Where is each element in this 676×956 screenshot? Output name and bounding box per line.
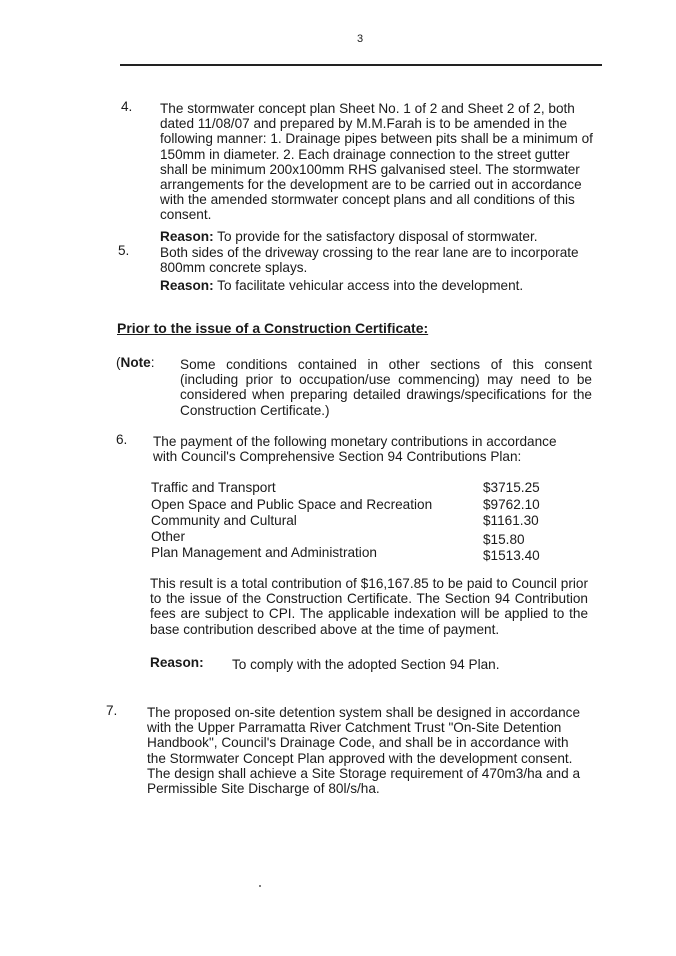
item-6-reason-label: Reason: xyxy=(150,655,204,670)
contribution-row xyxy=(151,513,551,527)
contribution-label: Plan Management and Administration xyxy=(151,545,377,560)
section-heading: Prior to the issue of a Construction Certificate: xyxy=(117,320,429,336)
note-label xyxy=(116,355,155,370)
contribution-row xyxy=(151,545,551,563)
contribution-row xyxy=(151,480,551,494)
note-word: Note xyxy=(120,355,151,370)
contribution-row xyxy=(151,529,551,547)
header-rule xyxy=(120,64,602,66)
item-6-reason-text: To comply with the adopted Section 94 Plan. xyxy=(232,657,500,672)
contribution-amount: $1161.30 xyxy=(483,513,539,528)
contribution-amount: $9762.10 xyxy=(483,497,540,512)
reason-label: Reason: xyxy=(160,229,214,244)
contribution-label: Open Space and Public Space and Recreation xyxy=(151,497,433,512)
item-5-reason xyxy=(160,278,600,293)
note-paren: ( xyxy=(116,355,121,370)
contribution-label: Other xyxy=(151,529,185,544)
item-6-text: The payment of the following monetary contributions in accordance with Council's Comprehensive Section 94 Contributions Plan: xyxy=(153,434,557,465)
scan-speck xyxy=(259,885,261,887)
item-4-text: The stormwater concept plan Sheet No. 1 of 2 and Sheet 2 of 2, both dated 11/08/07 and prepared by M.M.Farah is to be amended in the following manner: 1. Drainage pipes between pits shall be a minimum of 150mm in diameter. 2. Each drainage connection to the street gutter shall be minimum 200x100mm RHS galvanised steel. The stormwater arrangements for the development are to be carried out in accordance with the amended stormwater concept plans and all conditions of this consent. xyxy=(160,101,593,223)
item-7-number: 7. xyxy=(106,703,118,718)
item-4-reason xyxy=(160,229,600,244)
item-4-number: 4. xyxy=(121,99,133,114)
item-6-summary: This result is a total contribution of $16,167.85 to be paid to Council prior to the issue of the Construction Certificate. The Section 94 Contribution fees are subject to CPI. The applicable indexation will be applied to the base contribution described above at the time of payment. xyxy=(150,576,588,637)
reason-label: Reason: xyxy=(160,278,214,293)
note-colon: : xyxy=(150,355,155,370)
contribution-amount: $15.80 xyxy=(483,532,525,547)
note-text: Some conditions contained in other sections of this consent (including prior to occupation/use commencing) may need to be considered when preparing detailed drawings/specifications for the Construction Certificate.) xyxy=(180,357,592,418)
contribution-amount: $3715.25 xyxy=(483,480,540,495)
item-7-text: The proposed on-site detention system shall be designed in accordance with the Upper Parramatta River Catchment Trust "On-Site Detention Handbook", Council's Drainage Code, and shall be in accordance with the Stormwater Concept Plan approved with the development consent. The design shall achieve a Site Storage requirement of 470m3/ha and a Permissible Site Discharge of 80l/s/ha. xyxy=(147,705,581,797)
contribution-label: Traffic and Transport xyxy=(151,480,276,495)
contribution-label: Community and Cultural xyxy=(151,513,297,528)
contribution-amount: $1513.40 xyxy=(483,548,540,563)
item-5-number: 5. xyxy=(118,243,130,258)
item-6-number: 6. xyxy=(116,432,128,447)
page-number: 3 xyxy=(357,33,364,45)
contribution-row xyxy=(151,497,551,511)
reason-text: To facilitate vehicular access into the development. xyxy=(213,278,524,293)
item-5-text: Both sides of the driveway crossing to the rear lane are to incorporate 800mm concrete splays. xyxy=(160,245,579,276)
reason-text: To provide for the satisfactory disposal of stormwater. xyxy=(213,229,538,244)
